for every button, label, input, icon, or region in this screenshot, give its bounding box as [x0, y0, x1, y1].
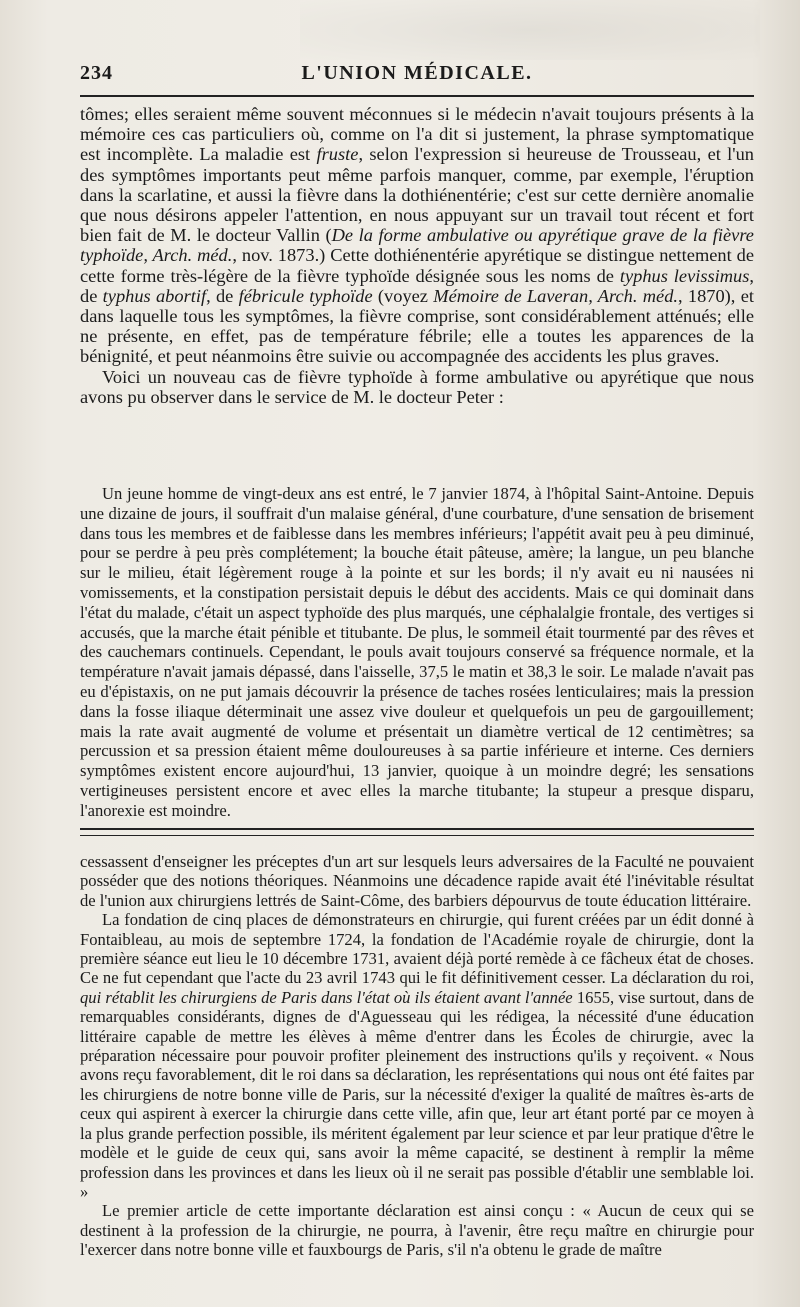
case-report-paragraph: Un jeune homme de vingt-deux ans est entré, le 7 janvier 1874, à l'hôpital Saint-Antoine. Depuis une dizaine de jours, il souffrait d'un malaise général, d'une courbature, d'une sensation de brisement dans tous les membres et de faiblesse dans les membres inférieurs; l'appétit avait peu à peu diminué, pour se perdre à peu près complétement; la bouche était pâteuse, amère; la langue, un peu blanche sur le milieu, était légèrement rouge à la pointe et sur les bords; il n'y avait eu ni nausées ni vomissements, et la constipation persistait depuis le début des accidents. Mais ce qui dominait dans l'état du malade, c'était un aspect typhoïde des plus marqués, une céphalalgie frontale, des vertiges si accusés, que la marche était pénible et titubante. De plus, le sommeil était tourmenté par des rêves et des cauchemars continuels. Cependant, le pouls avait toujours conservé sa fréquence normale, et la température n'avait jamais dépassé, dans l'aisselle, 37,5 le matin et 38,3 le soir. Le malade n'avait pas eu d'épistaxis, on ne put jamais découvrir la présence de taches rosées lenticulaires; mais la pression dans la fosse iliaque déterminait une assez vive douleur et quelquefois un peu de gargouillement; mais la rate avait augmenté de volume et présentait un diamètre vertical de 12 centimètres; sa percussion et sa pression étaient même douloureuses à sa partie inférieure et interne. Ces derniers symptômes existent encore aujourd'hui, 13 janvier, quoique à un moindre degré; les sensations vertigineuses persistent encore et avec elles la marche titubante; la stupeur a presque disparu, l'anorexie est moindre. [80, 484, 754, 820]
italic-run: fruste [316, 144, 359, 165]
text-run: (voyez [372, 285, 434, 306]
paragraph-continuation: cessassent d'enseigner les préceptes d'un art sur lesquels leurs adversaires de la Faculté ne pouvaient posséder que des notions théoriques. Néanmoins une décadence rapide avait été l'inévitable résultat de l'union aux chirurgiens lettrés de Saint-Côme, des barbiers dépourvus de toute éducation littéraire. [80, 852, 754, 910]
header-rule [80, 95, 754, 97]
italic-run: typhus levissimus [619, 265, 750, 286]
paragraph-premier-article: Le premier article de cette importante déclaration est ainsi conçu : « Aucun de ceux qui se destinent à la profession de la chirurgie, ne pourra, à l'avenir, être reçu maître en chirurgie pour l'exercer dans notre bonne ville et fauxbourgs de Paris, s'il n'a obtenu le grade de maître [80, 1201, 754, 1260]
text-run: , de [206, 285, 239, 306]
paragraph-fondation [80, 910, 754, 1201]
feuilleton-divider [80, 828, 754, 836]
italic-run: typhus abortif [102, 285, 207, 306]
journal-title: L'UNION MÉDICALE. [301, 62, 533, 84]
text-run: , de [80, 265, 755, 306]
feuilleton-text [80, 852, 754, 1260]
page-number: 234 [80, 62, 113, 84]
text-run: 1655, vise surtout, dans de remarquables considérants, dignes de d'Aguesseau qui les rédigea, la nécessité d'une éducation littéraire capable de mettre les élèves à même d'entrer dans les Écoles de chirurgie, avec la préparation nécessaire pour pouvoir profiter pleinement des instructions qu'ils y reçoivent. « Nous avons reçu favorablement, dit le roi dans sa déclaration, les représentations qui nous ont été faites par les chirurgiens de notre bonne ville de Paris, sur la nécessité d'exiger la qualité de maîtres ès-arts de ceux qui aspirent à exercer la chirurgie dans cette ville, afin que, leur art étant porté par ce moyen à la plus grande perfection possible, ils méritent également par leur science et par leur pratique d'être le modèle et le guide de ceux qui, sans avoir la même capacité, se destinent à remplir la même profession dans les provinces et dans les lieux où il ne serait pas possible d'établir une semblable loi. » [80, 987, 754, 1201]
text-run: La fondation de cinq places de démonstrateurs en chirurgie, qui furent créées par un édit donné à Fontaibleau, au mois de septembre 1724, la fondation de l'Académie royale de chirurgie, dont la première séance eut lieu le 10 décembre 1731, avaient déjà porté remède à ce fâcheux état de choses. Ce ne fut cependant que l'acte du 23 avril 1743 qui le fit définitivement cesser. La déclaration du roi, [80, 910, 754, 988]
running-head [80, 62, 754, 92]
citation-vallin: De la forme ambulative ou apyrétique grave de la fièvre typhoïde, Arch. méd. [80, 225, 754, 266]
citation-laveran: Mémoire de Laveran, Arch. méd. [433, 285, 678, 306]
main-text-upper [80, 104, 754, 407]
paragraph-nouveau-cas: Voici un nouveau cas de fièvre typhoïde à forme ambulative ou apyrétique que nous avons pu observer dans le service de M. le docteur Peter : [80, 366, 754, 407]
show-through-shadow [300, 0, 760, 60]
paragraph-fruste [80, 104, 754, 367]
case-report [80, 484, 754, 821]
text-run: , nov. 1873.) Cette dothiénentérie apyrétique se distingue nettement de cette forme très-légère de la fièvre typhoïde désignée sous les noms de [80, 245, 754, 286]
italic-run: qui rétablit les chirurgiens de Paris dans l'état où ils étaient avant l'année [80, 987, 573, 1007]
text-run: tômes; elles seraient même souvent méconnues si le médecin n'avait toujours présents à la mémoire ces cas particuliers où, comme on l'a dit si justement, la phrase symptomatique est incomplète. La maladie est [80, 104, 754, 165]
italic-run: fébricule typhoïde [238, 285, 373, 306]
text-run: , selon l'expression si heureuse de Trousseau, et l'un des symptômes importants peut même parfois manquer, comme, par exemple, l'éruption dans la scarlatine, et aussi la fièvre dans la dothiénentérie; c'est sur cette dernière anomalie que nous désirons appeler l'attention, en nous appuyant sur un travail tout récent et fort bien fait de M. le docteur Vallin ( [80, 144, 754, 246]
text-run: , 1870), et dans laquelle tous les symptômes, la fièvre comprise, sont considérablement atténués; elle ne présente, en effet, pas de température fébrile; elle a toutes les apparences de la bénignité, et peut néanmoins être suivie ou accompagnée des accidents les plus graves. [80, 285, 754, 367]
